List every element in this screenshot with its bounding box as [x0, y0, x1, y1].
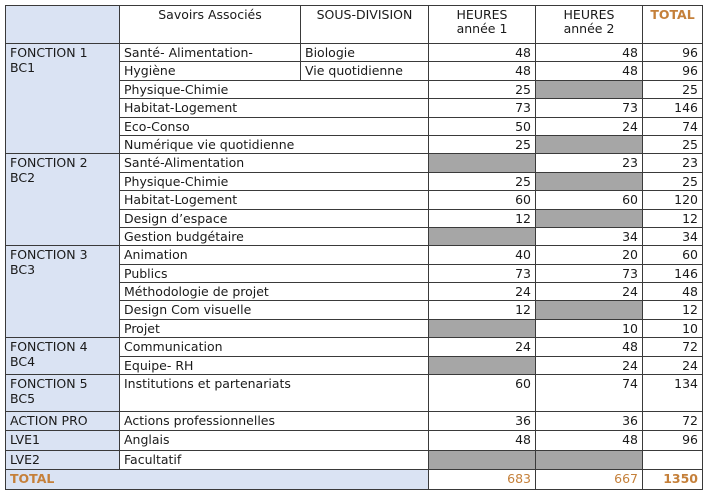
section-label-line2: BC3	[10, 262, 36, 278]
hours-annee1-cell: 12	[429, 209, 536, 227]
section-label	[6, 412, 120, 431]
savoir-cell: Publics	[120, 264, 429, 282]
row-total-cell: 25	[643, 135, 703, 153]
hours-annee1-cell: 48	[429, 44, 536, 62]
header-annee1-label: année 1	[456, 21, 508, 36]
savoir-cell: Physique-Chimie	[120, 172, 429, 190]
hours-annee2-cell: 36	[536, 412, 643, 431]
hours-annee1-cell	[429, 319, 536, 337]
savoir-cell: Santé-Alimentation	[120, 154, 429, 172]
hours-annee1-cell: 24	[429, 283, 536, 301]
section-label-line2: BC4	[10, 354, 36, 370]
row-total-cell: 34	[643, 227, 703, 245]
section-label-line1: LVE1	[10, 432, 40, 448]
row-total-cell: 12	[643, 209, 703, 227]
table-row	[6, 246, 703, 264]
row-total-cell: 25	[643, 80, 703, 98]
hours-annee1-cell: 40	[429, 246, 536, 264]
hours-annee1-cell: 60	[429, 191, 536, 209]
hours-annee1-cell: 25	[429, 80, 536, 98]
section-label-line2: BC1	[10, 60, 36, 75]
hours-annee2-cell: 48	[536, 431, 643, 450]
savoir-cell: Actions professionnelles	[120, 412, 429, 431]
header-heures-label: HEURES	[456, 7, 508, 22]
savoir-cell: Equipe- RH	[120, 356, 429, 374]
section-label	[6, 44, 120, 154]
row-total-cell: 134	[643, 375, 703, 412]
section-label-line2: BC2	[10, 170, 36, 186]
row-total-cell: 96	[643, 62, 703, 80]
total-annee1: 683	[429, 470, 536, 489]
table-body	[6, 44, 703, 470]
table-row	[6, 431, 703, 450]
hours-annee2-cell	[536, 80, 643, 98]
row-total-cell: 96	[643, 44, 703, 62]
hours-annee1-cell	[429, 356, 536, 374]
hours-annee2-cell: 24	[536, 356, 643, 374]
hours-annee1-cell: 25	[429, 135, 536, 153]
hours-annee1-cell: 12	[429, 301, 536, 319]
hours-annee1-cell	[429, 154, 536, 172]
row-total-cell: 23	[643, 154, 703, 172]
total-row	[6, 470, 703, 489]
row-total-cell: 96	[643, 431, 703, 450]
table-row	[6, 338, 703, 356]
table-row	[6, 375, 703, 412]
row-total-cell: 146	[643, 264, 703, 282]
savoir-cell: Eco-Conso	[120, 117, 429, 135]
savoir-cell: Design d’espace	[120, 209, 429, 227]
hours-annee2-cell: 20	[536, 246, 643, 264]
savoir-cell: Gestion budgétaire	[120, 227, 429, 245]
hours-annee1-cell: 73	[429, 264, 536, 282]
hours-annee2-cell: 23	[536, 154, 643, 172]
hours-annee1-cell: 73	[429, 99, 536, 117]
hours-annee2-cell	[536, 450, 643, 469]
savoir-cell: Projet	[120, 319, 429, 337]
savoir-cell: Hygiène	[120, 62, 301, 80]
row-total-cell: 24	[643, 356, 703, 374]
section-label	[6, 450, 120, 469]
savoir-cell: Numérique vie quotidienne	[120, 135, 429, 153]
total-annee2: 667	[536, 470, 643, 489]
section-label-line1: FONCTION 1	[10, 45, 88, 60]
savoir-cell: Méthodologie de projet	[120, 283, 429, 301]
section-label	[6, 375, 120, 412]
hours-annee2-cell: 60	[536, 191, 643, 209]
section-label-line1: FONCTION 4	[10, 339, 88, 355]
row-total-cell: 25	[643, 172, 703, 190]
hours-annee2-cell	[536, 301, 643, 319]
hours-annee1-cell: 36	[429, 412, 536, 431]
hours-annee1-cell: 48	[429, 431, 536, 450]
savoir-cell: Anglais	[120, 431, 429, 450]
hours-annee2-cell: 48	[536, 338, 643, 356]
savoir-cell: Animation	[120, 246, 429, 264]
hours-annee2-cell: 24	[536, 117, 643, 135]
header-heures-annee2	[536, 6, 643, 44]
savoir-cell: Design Com visuelle	[120, 301, 429, 319]
row-total-cell: 72	[643, 412, 703, 431]
row-total-cell: 60	[643, 246, 703, 264]
header-heures-annee1	[429, 6, 536, 44]
hours-annee1-cell: 60	[429, 375, 536, 412]
table-row	[6, 450, 703, 469]
sous-division-cell: Biologie	[301, 44, 429, 62]
hours-annee2-cell: 74	[536, 375, 643, 412]
header-annee2-label: année 2	[563, 21, 615, 36]
header-row	[6, 6, 703, 44]
header-heures-label: HEURES	[563, 7, 615, 22]
savoir-cell: Habitat-Logement	[120, 191, 429, 209]
header-total: TOTAL	[643, 6, 703, 44]
hours-annee2-cell: 73	[536, 264, 643, 282]
total-label: TOTAL	[6, 470, 429, 489]
section-label-line1: FONCTION 3	[10, 247, 88, 263]
savoir-cell: Institutions et partenariats	[120, 375, 429, 412]
section-label	[6, 431, 120, 450]
hours-annee2-cell	[536, 209, 643, 227]
header-savoirs: Savoirs Associés	[120, 6, 301, 44]
total-grand: 1350	[643, 470, 703, 489]
hours-annee2-cell: 48	[536, 44, 643, 62]
row-total-cell: 10	[643, 319, 703, 337]
row-total-cell: 146	[643, 99, 703, 117]
header-corner	[6, 6, 120, 44]
hours-annee2-cell	[536, 172, 643, 190]
hours-annee2-cell	[536, 135, 643, 153]
section-label-line1: FONCTION 5	[10, 376, 88, 392]
hours-annee1-cell: 48	[429, 62, 536, 80]
hours-annee2-cell: 34	[536, 227, 643, 245]
row-total-cell: 74	[643, 117, 703, 135]
section-label	[6, 154, 120, 246]
hours-annee1-cell	[429, 227, 536, 245]
table-row	[6, 412, 703, 431]
section-label-line2: BC5	[10, 391, 36, 407]
section-label	[6, 246, 120, 338]
hours-annee1-cell: 24	[429, 338, 536, 356]
section-label-line1: ACTION PRO	[10, 413, 88, 429]
hours-table	[5, 5, 703, 490]
row-total-cell	[643, 450, 703, 469]
hours-annee2-cell: 10	[536, 319, 643, 337]
savoir-cell: Facultatif	[120, 450, 429, 469]
savoir-cell: Habitat-Logement	[120, 99, 429, 117]
row-total-cell: 120	[643, 191, 703, 209]
section-label-line1: FONCTION 2	[10, 155, 88, 171]
hours-annee1-cell	[429, 450, 536, 469]
hours-annee1-cell: 50	[429, 117, 536, 135]
hours-annee2-cell: 48	[536, 62, 643, 80]
savoir-cell: Physique-Chimie	[120, 80, 429, 98]
sous-division-cell: Vie quotidienne	[301, 62, 429, 80]
row-total-cell: 48	[643, 283, 703, 301]
row-total-cell: 72	[643, 338, 703, 356]
savoir-cell: Communication	[120, 338, 429, 356]
table-row	[6, 154, 703, 172]
section-label-line1: LVE2	[10, 451, 40, 467]
hours-annee1-cell: 25	[429, 172, 536, 190]
hours-annee2-cell: 73	[536, 99, 643, 117]
section-label	[6, 338, 120, 375]
table-row	[6, 44, 703, 62]
hours-annee2-cell: 24	[536, 283, 643, 301]
header-sous-division: SOUS-DIVISION	[301, 6, 429, 44]
row-total-cell: 12	[643, 301, 703, 319]
savoir-cell: Santé- Alimentation-	[120, 44, 301, 62]
